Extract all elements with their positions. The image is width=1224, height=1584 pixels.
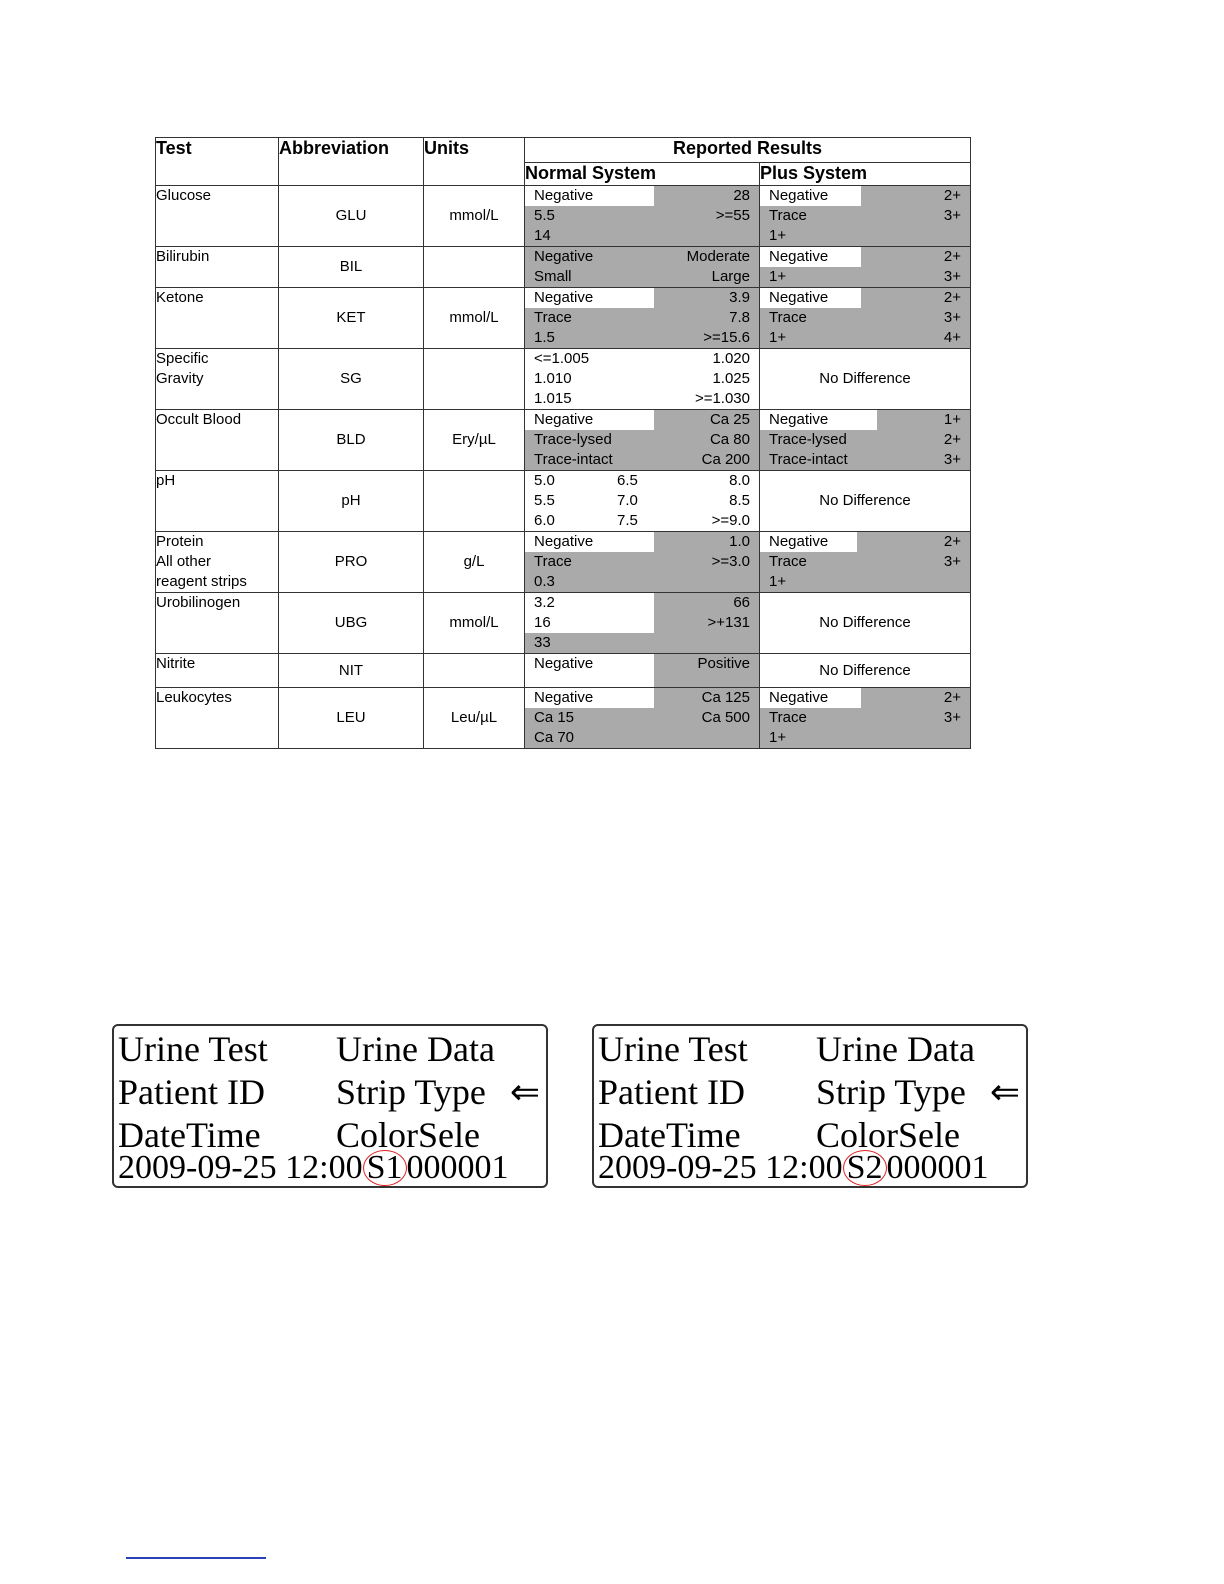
result-line	[534, 349, 750, 369]
result-value: <=1.005	[534, 350, 590, 367]
result-value: Ca 200	[701, 451, 750, 468]
test-name: Urobilinogen	[156, 594, 241, 611]
result-value: Negative	[769, 411, 829, 428]
selection-arrow-icon: ⇐	[509, 1072, 540, 1112]
result-line	[534, 288, 750, 308]
result-line	[769, 410, 961, 430]
menu-item: Urine Data	[816, 1029, 975, 1069]
result-line	[534, 247, 750, 267]
result-value: 2+	[943, 689, 961, 706]
status-line	[598, 1148, 989, 1188]
result-line	[534, 410, 750, 430]
header-reported-results: Reported Results	[525, 138, 971, 163]
result-value: 3+	[943, 268, 961, 285]
abbreviation-cell: LEU	[279, 688, 424, 749]
result-value: 2+	[943, 533, 961, 550]
abbreviation-cell: GLU	[279, 186, 424, 247]
plus-system-no-difference: No Difference	[760, 654, 971, 688]
meter-screen-s2	[592, 1024, 1028, 1188]
result-value: 16	[534, 614, 551, 631]
table-row	[156, 288, 971, 349]
result-line	[769, 308, 961, 328]
result-value: 8.0	[729, 472, 750, 489]
result-value: Negative	[534, 533, 594, 550]
result-value: 1.010	[534, 370, 572, 387]
result-value: Moderate	[686, 248, 750, 265]
result-value: Trace	[769, 553, 807, 570]
result-value: Negative	[534, 689, 594, 706]
result-line	[534, 450, 750, 470]
reported-results-table	[155, 137, 971, 749]
menu-item: Urine Test	[118, 1029, 268, 1069]
result-value: Large	[711, 268, 750, 285]
plus-system-no-difference: No Difference	[760, 349, 971, 410]
result-value: 1.025	[712, 370, 750, 387]
units-cell	[424, 471, 525, 532]
result-value: Ca 500	[701, 709, 750, 726]
normal-system-cell	[525, 247, 760, 288]
normal-system-cell	[525, 288, 760, 349]
units-cell	[424, 247, 525, 288]
result-line	[534, 226, 750, 246]
result-value: Negative	[534, 187, 594, 204]
result-line	[534, 308, 750, 328]
test-name-cell	[156, 532, 279, 593]
test-name-cell	[156, 288, 279, 349]
result-line	[769, 728, 961, 748]
result-value: Ca 80	[709, 431, 750, 448]
result-value: 2+	[943, 187, 961, 204]
plus-system-cell	[760, 247, 971, 288]
result-value: 1.5	[534, 329, 555, 346]
strip-type-indicator: S2	[843, 1150, 887, 1186]
result-line	[769, 186, 961, 206]
test-name: Bilirubin	[156, 248, 210, 265]
normal-system-cell	[525, 532, 760, 593]
result-line	[769, 288, 961, 308]
menu-item: Strip Type	[336, 1072, 486, 1112]
result-value: 8.5	[729, 492, 750, 509]
result-value: Trace-lysed	[534, 431, 612, 448]
result-line	[534, 430, 750, 450]
header-test: Test	[156, 138, 279, 186]
result-value: 4+	[943, 329, 961, 346]
plus-system-cell	[760, 186, 971, 247]
result-line	[534, 593, 750, 613]
result-value: Trace-lysed	[769, 431, 847, 448]
result-line	[534, 552, 750, 572]
result-value: 3+	[943, 207, 961, 224]
normal-system-cell	[525, 186, 760, 247]
result-value: Trace	[534, 309, 572, 326]
test-name-cell	[156, 688, 279, 749]
result-line	[534, 369, 750, 389]
result-line	[769, 552, 961, 572]
result-value: >+131	[707, 614, 750, 631]
abbreviation-cell: BIL	[279, 247, 424, 288]
result-value: Trace	[769, 207, 807, 224]
result-line	[534, 511, 750, 531]
test-name: Occult Blood	[156, 411, 242, 428]
test-name-cell	[156, 410, 279, 471]
normal-system-cell	[525, 349, 760, 410]
status-counter: 000001	[886, 1149, 989, 1186]
result-value: >=9.0	[711, 512, 750, 529]
result-value: 1+	[769, 573, 787, 590]
result-value: 3+	[943, 553, 961, 570]
result-value: 7.0	[617, 492, 638, 509]
result-line	[769, 267, 961, 287]
plus-system-cell	[760, 410, 971, 471]
result-value: Ca 25	[709, 411, 750, 428]
menu-item: Urine Data	[336, 1029, 495, 1069]
menu-item: ColorSele	[816, 1115, 960, 1155]
result-value: Negative	[534, 655, 594, 672]
menu-item: DateTime	[598, 1115, 741, 1155]
result-value: Negative	[534, 411, 594, 428]
units-cell	[424, 349, 525, 410]
test-name-cell	[156, 654, 279, 688]
result-value: 66	[733, 594, 750, 611]
footer-link-line	[126, 1557, 266, 1559]
result-value: 1+	[769, 227, 787, 244]
result-value: 14	[534, 227, 551, 244]
test-name-cell	[156, 471, 279, 532]
abbreviation-cell: BLD	[279, 410, 424, 471]
header-normal-system: Normal System	[525, 163, 760, 186]
selection-arrow-icon: ⇐	[989, 1072, 1020, 1112]
result-line	[769, 572, 961, 592]
table-row	[156, 688, 971, 749]
result-value: 3+	[943, 451, 961, 468]
result-value: 28	[733, 187, 750, 204]
test-name: Nitrite	[156, 655, 196, 672]
result-value: Trace	[769, 709, 807, 726]
menu-item: Patient ID	[598, 1072, 745, 1112]
units-cell: mmol/L	[424, 593, 525, 654]
result-line	[534, 328, 750, 348]
result-value: >=55	[715, 207, 750, 224]
plus-system-no-difference: No Difference	[760, 593, 971, 654]
result-value: Trace	[534, 553, 572, 570]
test-name: reagent strips	[156, 573, 247, 590]
result-value: Negative	[769, 289, 829, 306]
result-line	[769, 226, 961, 246]
plus-system-cell	[760, 688, 971, 749]
status-counter: 000001	[406, 1149, 509, 1186]
result-value: 1+	[769, 729, 787, 746]
header-units: Units	[424, 138, 525, 186]
header-plus-system: Plus System	[760, 163, 971, 186]
normal-system-cell	[525, 593, 760, 654]
result-value: Negative	[769, 533, 829, 550]
result-value: 3+	[943, 309, 961, 326]
test-name-cell	[156, 349, 279, 410]
result-line	[534, 491, 750, 511]
result-value: 7.5	[617, 512, 638, 529]
table-row	[156, 593, 971, 654]
abbreviation-cell: KET	[279, 288, 424, 349]
result-value: 5.5	[534, 207, 555, 224]
test-name: pH	[156, 472, 176, 489]
menu-item: Patient ID	[118, 1072, 265, 1112]
result-value: Ca 125	[701, 689, 750, 706]
result-line	[769, 708, 961, 728]
abbreviation-cell: NIT	[279, 654, 424, 688]
units-cell: Leu/µL	[424, 688, 525, 749]
result-line	[769, 430, 961, 450]
result-value: 5.0	[534, 472, 555, 489]
result-value: 3.9	[729, 289, 750, 306]
normal-system-cell	[525, 654, 760, 688]
result-value: Positive	[697, 655, 750, 672]
result-line	[534, 532, 750, 552]
test-name: Protein	[156, 533, 204, 550]
result-line	[534, 688, 750, 708]
result-value: 6.5	[617, 472, 638, 489]
test-name: All other	[156, 553, 212, 570]
abbreviation-cell: SG	[279, 349, 424, 410]
result-value: Trace-intact	[769, 451, 848, 468]
result-value: 1.015	[534, 390, 572, 407]
result-value: Negative	[769, 248, 829, 265]
plus-system-no-difference: No Difference	[760, 471, 971, 532]
result-line	[534, 613, 750, 633]
result-value: 3+	[943, 709, 961, 726]
normal-system-cell	[525, 471, 760, 532]
status-datetime: 2009-09-25 12:00	[598, 1149, 843, 1186]
test-name: Ketone	[156, 289, 204, 306]
result-value: 5.5	[534, 492, 555, 509]
result-value: 33	[534, 634, 551, 651]
units-cell: mmol/L	[424, 288, 525, 349]
result-line	[534, 708, 750, 728]
test-name: Leukocytes	[156, 689, 232, 706]
test-name-cell	[156, 186, 279, 247]
result-line	[534, 267, 750, 287]
table-row	[156, 654, 971, 688]
normal-system-cell	[525, 688, 760, 749]
result-value: 3.2	[534, 594, 555, 611]
result-value: >=3.0	[711, 553, 750, 570]
menu-item: ColorSele	[336, 1115, 480, 1155]
result-line	[769, 688, 961, 708]
test-name-cell	[156, 593, 279, 654]
table-row	[156, 471, 971, 532]
result-value: Negative	[769, 689, 829, 706]
result-value: >=1.030	[694, 390, 750, 407]
result-line	[769, 532, 961, 552]
result-value: 1+	[769, 329, 787, 346]
table-row	[156, 186, 971, 247]
units-cell: Ery/µL	[424, 410, 525, 471]
strip-type-indicator: S1	[363, 1150, 407, 1186]
units-cell: g/L	[424, 532, 525, 593]
result-line	[534, 728, 750, 748]
plus-system-cell	[760, 288, 971, 349]
table-row	[156, 410, 971, 471]
result-value: Trace-intact	[534, 451, 613, 468]
result-value: 2+	[943, 248, 961, 265]
test-name: Glucose	[156, 187, 212, 204]
result-value: 0.3	[534, 573, 555, 590]
result-line	[534, 654, 750, 674]
result-line	[769, 328, 961, 348]
result-value: Negative	[534, 289, 594, 306]
plus-system-cell	[760, 532, 971, 593]
result-value: Ca 15	[534, 709, 575, 726]
result-value: 1.020	[712, 350, 750, 367]
menu-item: Strip Type	[816, 1072, 966, 1112]
header-abbreviation: Abbreviation	[279, 138, 424, 186]
meter-screen-s1	[112, 1024, 548, 1188]
result-value: 2+	[943, 431, 961, 448]
result-value: Negative	[769, 187, 829, 204]
result-line	[534, 389, 750, 409]
result-value: Negative	[534, 248, 594, 265]
result-line	[534, 572, 750, 592]
result-value: Ca 70	[534, 729, 575, 746]
abbreviation-cell: pH	[279, 471, 424, 532]
table-row	[156, 247, 971, 288]
result-line	[534, 633, 750, 653]
test-name: Gravity	[156, 370, 204, 387]
result-value: 2+	[943, 289, 961, 306]
status-line	[118, 1148, 509, 1188]
units-cell: mmol/L	[424, 186, 525, 247]
menu-item: Urine Test	[598, 1029, 748, 1069]
result-line	[769, 450, 961, 470]
result-value: Trace	[769, 309, 807, 326]
result-line	[769, 247, 961, 267]
result-line	[769, 206, 961, 226]
status-datetime: 2009-09-25 12:00	[118, 1149, 363, 1186]
result-value: 6.0	[534, 512, 555, 529]
result-line	[534, 206, 750, 226]
test-name: Specific	[156, 350, 209, 367]
units-cell	[424, 654, 525, 688]
result-value: Small	[534, 268, 572, 285]
menu-item: DateTime	[118, 1115, 261, 1155]
test-name-cell	[156, 247, 279, 288]
result-value: >=15.6	[703, 329, 750, 346]
result-value: 7.8	[729, 309, 750, 326]
normal-system-cell	[525, 410, 760, 471]
result-value: 1+	[943, 411, 961, 428]
result-value: 1.0	[729, 533, 750, 550]
result-line	[534, 471, 750, 491]
table-row	[156, 349, 971, 410]
result-value: 1+	[769, 268, 787, 285]
table-row	[156, 532, 971, 593]
abbreviation-cell: UBG	[279, 593, 424, 654]
result-line	[534, 186, 750, 206]
abbreviation-cell: PRO	[279, 532, 424, 593]
